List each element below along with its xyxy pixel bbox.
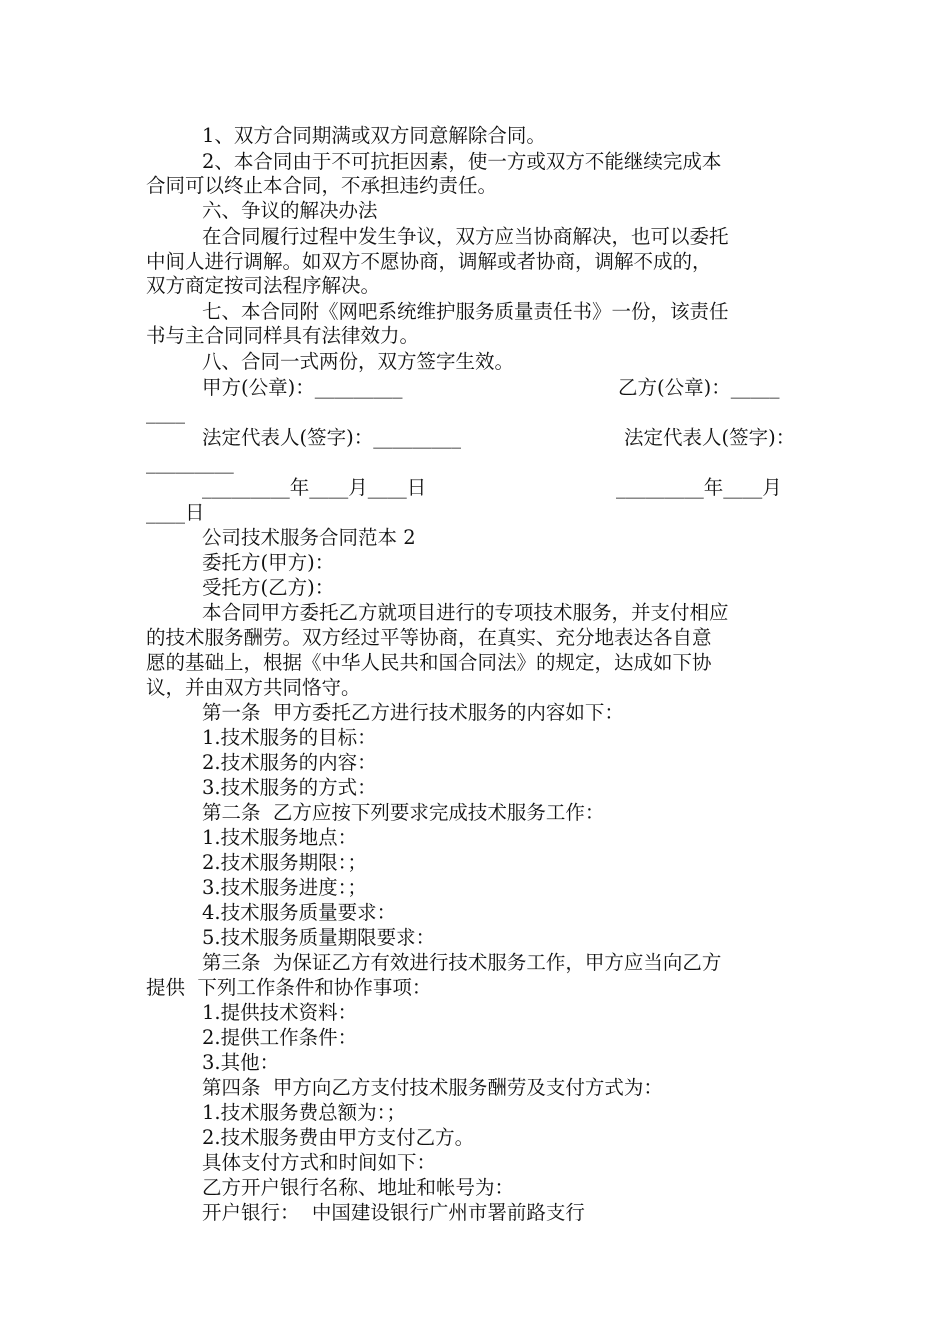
party-b-date-wrap: ____日 bbox=[146, 501, 205, 524]
list-item: 3.技术服务进度：； bbox=[202, 876, 367, 899]
list-item: 2.技术服务的内容： bbox=[202, 751, 377, 774]
article-heading: 第二条 乙方应按下列要求完成技术服务工作： bbox=[202, 801, 605, 824]
text-line: 委托方(甲方)： bbox=[202, 551, 335, 574]
party-b-representative: 法定代表人(签字)： bbox=[624, 426, 796, 449]
list-item: 1.提供技术资料： bbox=[202, 1001, 358, 1024]
text-line: 1、双方合同期满或双方同意解除合同。 bbox=[202, 124, 546, 147]
bank-line: 开户银行： 中国建设银行广州市署前路支行 bbox=[202, 1201, 585, 1224]
list-item: 2.提供工作条件： bbox=[202, 1026, 358, 1049]
list-item: 2.技术服务费由甲方支付乙方。 bbox=[202, 1126, 475, 1149]
article-heading: 第三条 为保证乙方有效进行技术服务工作，甲方应当向乙方 bbox=[202, 951, 722, 974]
list-item: 2.技术服务期限：； bbox=[202, 851, 367, 874]
text-line: 八、合同一式两份，双方签字生效。 bbox=[202, 350, 515, 373]
list-item: 4.技术服务质量要求： bbox=[202, 901, 397, 924]
list-item: 1.技术服务费总额为：； bbox=[202, 1101, 406, 1124]
text-line: 七、本合同附《网吧系统维护服务质量责任书》一份，该责任 bbox=[202, 300, 729, 323]
text-line: 受托方(乙方)： bbox=[202, 576, 335, 599]
text-line: 合同可以终止本合同，不承担违约责任。 bbox=[146, 174, 498, 197]
party-b-seal: 乙方(公章)：_____ bbox=[618, 376, 780, 399]
text-line: 本合同甲方委托乙方就项目进行的专项技术服务，并支付相应 bbox=[202, 601, 729, 624]
text-line: 提供 下列工作条件和协作事项： bbox=[146, 976, 432, 999]
text-line: 具体支付方式和时间如下： bbox=[202, 1151, 437, 1174]
party-b-representative-wrap: _________ bbox=[146, 451, 234, 474]
section-heading: 六、争议的解决办法 bbox=[202, 199, 378, 222]
party-b-date: _________年____月 bbox=[616, 476, 782, 499]
list-item: 1.技术服务的目标： bbox=[202, 726, 377, 749]
text-line: 双方商定按司法程序解决。 bbox=[146, 274, 381, 297]
list-item: 3.其他： bbox=[202, 1051, 280, 1074]
contract-title: 公司技术服务合同范本 2 bbox=[202, 526, 416, 549]
list-item: 5.技术服务质量期限要求： bbox=[202, 926, 436, 949]
text-line: 的技术服务酬劳。双方经过平等协商，在真实、充分地表达各自意 bbox=[146, 626, 712, 649]
text-line: 议，并由双方共同恪守。 bbox=[146, 676, 361, 699]
text-line: 乙方开户银行名称、地址和帐号为： bbox=[202, 1176, 515, 1199]
text-line: 愿的基础上，根据《中华人民共和国合同法》的规定，达成如下协 bbox=[146, 651, 712, 674]
list-item: 1.技术服务地点： bbox=[202, 826, 358, 849]
article-heading: 第四条 甲方向乙方支付技术服务酬劳及支付方式为： bbox=[202, 1076, 663, 1099]
party-a-representative: 法定代表人(签字)：_________ bbox=[202, 426, 461, 449]
party-b-seal-wrap: ____ bbox=[146, 401, 185, 424]
party-a-date: _________年____月____日 bbox=[202, 476, 427, 499]
text-line: 在合同履行过程中发生争议，双方应当协商解决，也可以委托 bbox=[202, 225, 729, 248]
list-item: 3.技术服务的方式： bbox=[202, 776, 377, 799]
text-line: 中间人进行调解。如双方不愿协商，调解或者协商，调解不成的， bbox=[146, 250, 712, 273]
text-line: 2、本合同由于不可抗拒因素，使一方或双方不能继续完成本 bbox=[202, 150, 722, 173]
article-heading: 第一条 甲方委托乙方进行技术服务的内容如下： bbox=[202, 701, 624, 724]
text-line: 书与主合同同样具有法律效力。 bbox=[146, 324, 420, 347]
party-a-seal: 甲方(公章)：_________ bbox=[202, 376, 403, 399]
